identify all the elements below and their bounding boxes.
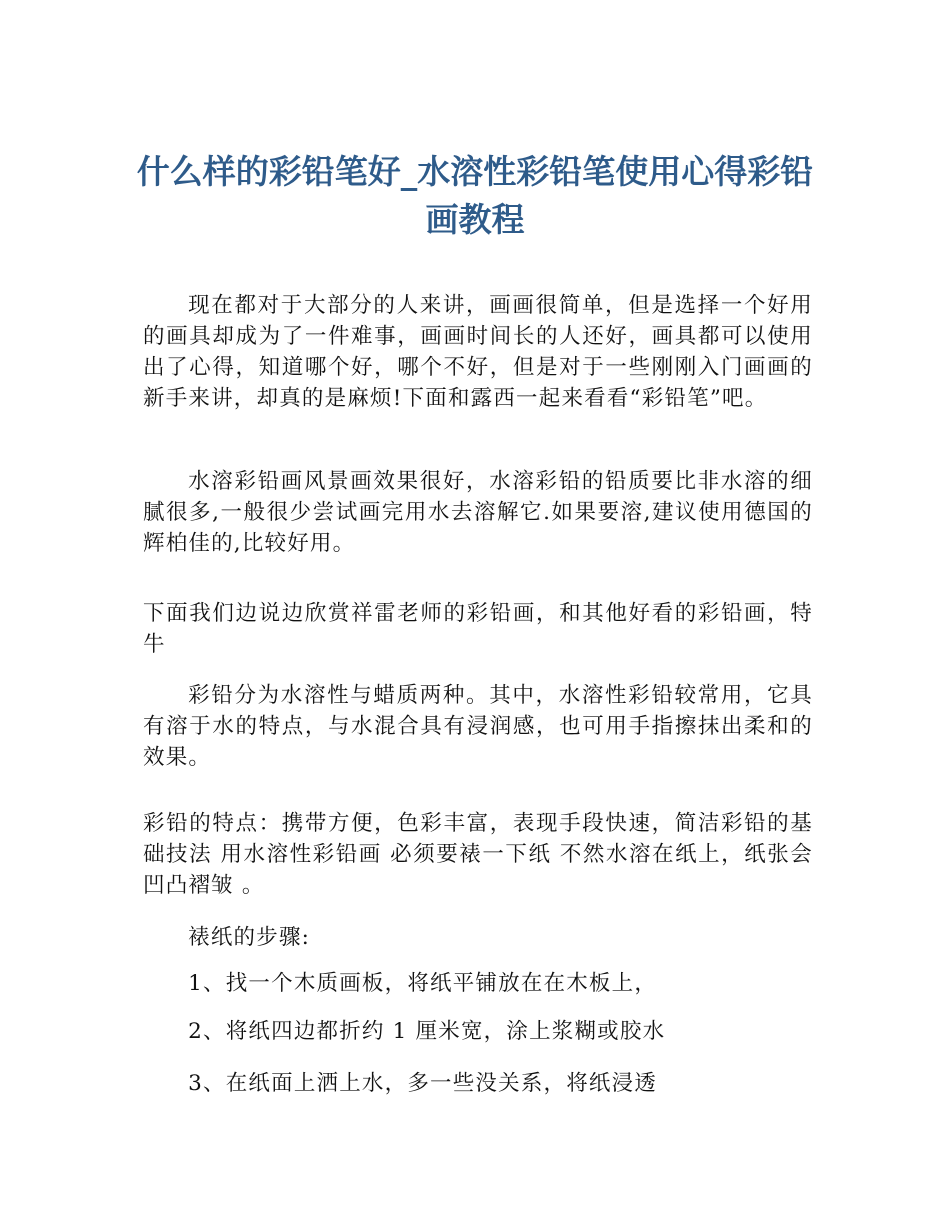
paragraph-watercolor-pencil: 水溶彩铅画风景画效果很好，水溶彩铅的铅质要比非水溶的细腻很多,一般很少尝试画完用水去溶解它.如果要溶,建议使用德国的辉柏佳的,比较好用。	[143, 469, 813, 556]
list-item-step-3: 3、在纸面上洒上水，多一些没关系，将纸浸透	[188, 1071, 658, 1096]
paragraph-steps-heading: 裱纸的步骤:	[188, 925, 311, 950]
list-item-step-1: 1、找一个木质画板，将纸平铺放在在木板上，	[188, 971, 658, 996]
paragraph-features: 彩铅的特点：携带方便，色彩丰富，表现手段快速，简洁彩铅的基础技法 用水溶性彩铅画 必须要裱一下纸 不然水溶在纸上，纸张会凹凸褶皱 。	[143, 811, 813, 898]
paragraph-appreciation: 下面我们边说边欣赏祥雷老师的彩铅画，和其他好看的彩铅画，特牛	[143, 601, 813, 657]
paragraph-pencil-types: 彩铅分为水溶性与蜡质两种。其中，水溶性彩铅较常用，它具有溶于水的特点，与水混合具有浸润感，也可用手指擦抹出柔和的效果。	[143, 683, 813, 770]
document-title: 什么样的彩铅笔好_水溶性彩铅笔使用心得彩铅画教程	[136, 152, 814, 239]
paragraph-intro: 现在都对于大部分的人来讲，画画很简单，但是选择一个好用的画具却成为了一件难事，画画时间长的人还好，画具都可以使用出了心得，知道哪个好，哪个不好，但是对于一些刚刚入门画画的新手来讲，却真的是麻烦!下面和露西一起来看看“彩铅笔”吧。	[143, 293, 813, 411]
list-item-step-2: 2、将纸四边都折约 1 厘米宽，涂上浆糊或胶水	[188, 1019, 666, 1044]
